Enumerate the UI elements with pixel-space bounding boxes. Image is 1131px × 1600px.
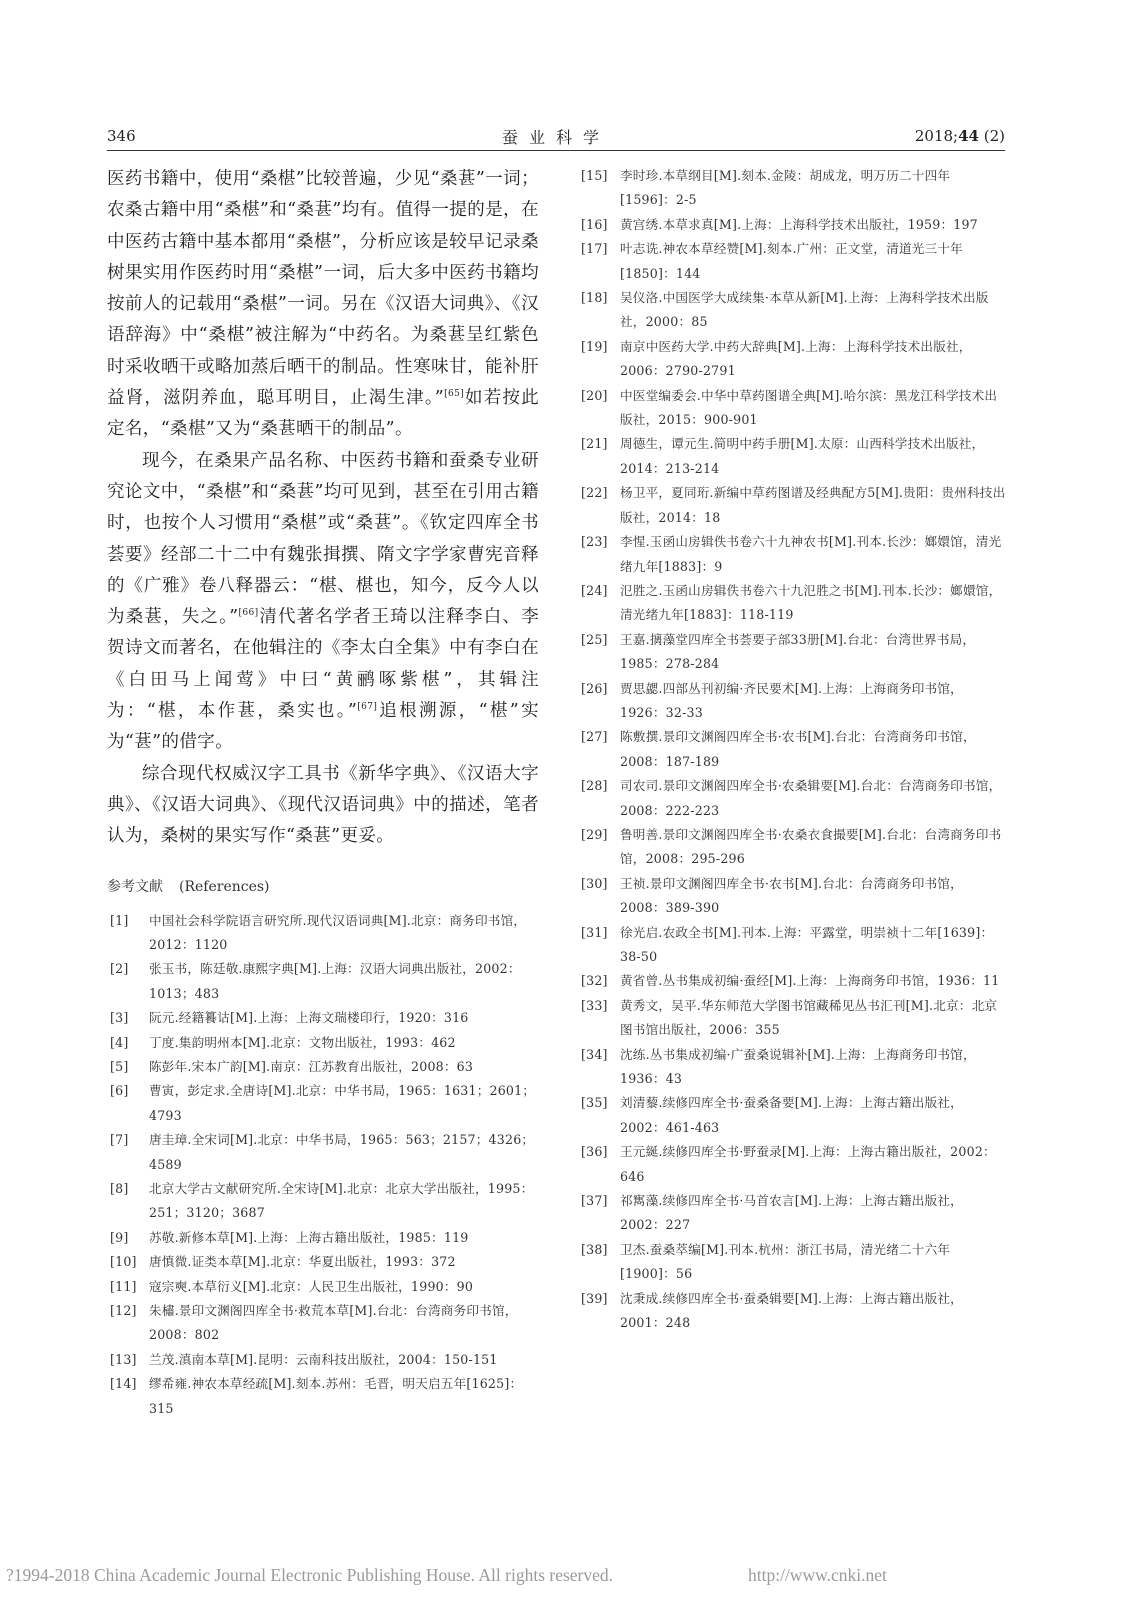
- reference-item: [578, 1091, 1006, 1140]
- reference-number: [11]: [110, 1278, 137, 1294]
- reference-number: [14]: [110, 1376, 137, 1392]
- reference-number: [19]: [581, 338, 608, 354]
- reference-text: 南京中医药大学.中药大辞典[M].上海：上海科学技术出版社，2006：2790-2791: [620, 338, 972, 379]
- paragraph-text: 如若按此定名，“桑椹”又为“桑葚晒干的制品”。: [107, 388, 540, 440]
- reference-text: 王元綖.续修四库全书·野蚕录[M].上海：上海古籍出版社，2002：646: [620, 1144, 996, 1184]
- citation: [66]: [238, 608, 259, 619]
- reference-item: [578, 164, 1006, 213]
- reference-text: 中医堂编委会.中华中草药图谱全典[M].哈尔滨：黑龙江科学技术出版社，2015：900-901: [620, 387, 998, 428]
- reference-number: [10]: [110, 1254, 137, 1270]
- reference-item: [578, 335, 1006, 384]
- reference-number: [38]: [581, 1241, 608, 1257]
- reference-text: 张玉书，陈廷敬.康熙字典[M].上海：汉语大词典出版社，2002：1013；483: [149, 961, 521, 1001]
- reference-item: [578, 1287, 1006, 1336]
- reference-text: 北京大学古文献研究所.全宋诗[M].北京：北京大学出版社，1995：251；3120；3687: [149, 1181, 534, 1221]
- reference-text: 氾胜之.玉函山房辑佚书卷六十九氾胜之书[M].刊本.长沙：嫏嬛馆，清光绪九年[1883]：118-119: [620, 582, 1002, 623]
- reference-number: [35]: [581, 1095, 608, 1111]
- cnki-link[interactable]: http://www.cnki.net: [748, 1565, 887, 1585]
- reference-item: [107, 1055, 539, 1079]
- reference-number: [9]: [110, 1229, 129, 1245]
- body-paragraph: [107, 164, 539, 446]
- reference-number: [20]: [581, 387, 608, 403]
- page-number: 346: [107, 127, 136, 145]
- journal-title: 蚕业科学: [501, 128, 610, 147]
- reference-text: 沈练.丛书集成初编·广蚕桑说辑补[M].上海：上海商务印书馆，1936：43: [620, 1046, 976, 1087]
- reference-item: [578, 1189, 1006, 1238]
- reference-number: [31]: [581, 924, 608, 940]
- reference-item: [107, 1299, 539, 1348]
- reference-item: [107, 1079, 539, 1128]
- issue-year: 2018;: [914, 127, 959, 145]
- reference-item: [578, 994, 1006, 1043]
- reference-number: [7]: [110, 1132, 129, 1148]
- citation: [65]: [444, 389, 465, 400]
- reference-text: 曹寅，彭定求.全唐诗[M].北京：中华书局，1965：1631；2601；4793: [149, 1083, 536, 1123]
- reference-text: 陈敷撰.景印文渊阁四库全书·农书[M].台北：台湾商务印书馆，2008：187-189: [620, 729, 976, 769]
- reference-item: [107, 909, 539, 958]
- reference-item: [578, 628, 1006, 677]
- reference-text: 杨卫平，夏同珩.新编中草药图谱及经典配方5[M].贵阳：贵州科技出版社，2014：18: [620, 485, 1006, 525]
- reference-number: [34]: [581, 1046, 608, 1062]
- reference-number: [28]: [581, 778, 608, 794]
- reference-text: 苏敬.新修本草[M].上海：上海古籍出版社，1985：119: [149, 1229, 469, 1245]
- reference-number: [4]: [110, 1034, 129, 1050]
- reference-text: 卫杰.蚕桑萃编[M].刊本.杭州：浙江书局，清光绪二十六年[1900]：56: [620, 1241, 951, 1282]
- body-paragraph: [107, 446, 539, 759]
- reference-number: [1]: [110, 912, 129, 928]
- reference-item: [107, 1348, 539, 1372]
- reference-number: [15]: [581, 168, 608, 183]
- copyright-footer: [0, 1565, 1131, 1587]
- right-column: [578, 164, 1006, 1336]
- reference-text: 王祯.景印文渊阁四库全书·农书[M].台北：台湾商务印书馆，2008：389-390: [620, 875, 963, 916]
- reference-number: [26]: [581, 680, 608, 696]
- reference-text: 周德生，谭元生.简明中药手册[M].太原：山西科学技术出版社，2014：213-214: [620, 436, 985, 476]
- copyright-text: ?1994-2018 China Academic Journal Electronic Publishing House. All rights reserved.: [6, 1565, 614, 1585]
- reference-text: 吴仪洛.中国医学大成续集·本草从新[M].上海：上海科学技术出版社，2000：85: [620, 290, 989, 330]
- paragraph-text: 综合现代权威汉字工具书《新华字典》、《汉语大字典》、《汉语大词典》、《现代汉语词典》中的描述，笔者认为，桑树的果实写作“桑葚”更妥。: [107, 763, 539, 847]
- reference-item: [578, 530, 1006, 579]
- issue-volume: 44: [958, 127, 979, 145]
- reference-number: [32]: [581, 973, 608, 989]
- reference-number: [17]: [581, 241, 608, 257]
- reference-number: [24]: [581, 582, 608, 598]
- reference-text: 朱橚.景印文渊阁四库全书·救荒本草[M].台北：台湾商务印书馆，2008：802: [149, 1303, 518, 1343]
- reference-text: 丁度.集韵明州本[M].北京：文物出版社，1993：462: [149, 1034, 456, 1050]
- reference-text: 徐光启.农政全书[M].刊本.上海：平露堂，明崇祯十二年[1639]：38-50: [620, 924, 994, 964]
- references-title-en: (References): [179, 878, 270, 895]
- reference-item: [578, 579, 1006, 628]
- reference-number: [18]: [581, 290, 608, 306]
- reference-text: 刘清藜.续修四库全书·蚕桑备要[M].上海：上海古籍出版社，2002：461-463: [620, 1095, 963, 1135]
- references-title: 参考文献: [107, 878, 163, 895]
- paragraph-text: 现今，在桑果产品名称、中医药书籍和蚕桑专业研究论文中，“桑椹”和“桑葚”均可见到，甚至在引用古籍时，也按个人习惯用“桑椹”或“桑葚”。《钦定四库全书荟要》经部二十二中有魏张揖撰、隋文字学家曹宪音释的《广雅》卷八释器云：“椹、椹也，知今，反今人以为桑葚，失之。”: [107, 450, 539, 628]
- reference-number: [36]: [581, 1144, 608, 1160]
- reference-text: 李时珍.本草纲目[M].刻本.金陵：胡成龙，明万历二十四年[1596]：2-5: [620, 168, 951, 208]
- references-heading: [107, 877, 539, 897]
- reference-text: 贾思勰.四部丛刊初编·齐民要术[M].上海：上海商务印书馆，1926：32-33: [620, 680, 963, 720]
- reference-text: 沈秉成.续修四库全书·蚕桑辑要[M].上海：上海古籍出版社，2001：248: [620, 1290, 963, 1331]
- reference-item: [578, 969, 1006, 993]
- reference-item: [578, 774, 1006, 823]
- reference-text: 鲁明善.景印文渊阁四库全书·农桑衣食撮要[M].台北：台湾商务印书馆，2008：295-296: [620, 826, 1002, 867]
- reference-text: 兰茂.滇南本草[M].昆明：云南科技出版社，2004：150-151: [149, 1351, 498, 1367]
- reference-number: [2]: [110, 961, 129, 977]
- reference-item: [578, 213, 1006, 237]
- reference-number: [6]: [110, 1083, 129, 1099]
- reference-text: 唐慎微.证类本草[M].北京：华夏出版社，1993：372: [149, 1254, 456, 1270]
- left-column: [107, 164, 539, 1421]
- reference-number: [25]: [581, 631, 608, 647]
- reference-text: 黄秀文，吴平.华东师范大学图书馆藏稀见丛书汇刊[M].北京：北京图书馆出版社，2006：355: [620, 997, 998, 1038]
- reference-number: [23]: [581, 534, 608, 550]
- reference-text: 祁寯藻.续修四库全书·马首农言[M].上海：上海古籍出版社，2002：227: [620, 1193, 963, 1233]
- reference-item: [578, 1238, 1006, 1287]
- reference-item: [107, 1275, 539, 1299]
- reference-item: [578, 237, 1006, 286]
- reference-item: [578, 432, 1006, 481]
- reference-text: 缪希雍.神农本草经疏[M].刻本.苏州：毛晋，明天启五年[1625]：315: [149, 1376, 523, 1416]
- reference-item: [107, 1177, 539, 1226]
- reference-number: [39]: [581, 1290, 608, 1306]
- reference-item: [107, 1226, 539, 1250]
- reference-item: [578, 823, 1006, 872]
- reference-number: [3]: [110, 1010, 129, 1026]
- paragraph-text: 追根溯源，“椹”实为“葚”的借字。: [107, 701, 539, 753]
- issue-info: [915, 127, 1005, 145]
- reference-text: 叶志诜.神农本草经赞[M].刻本.广州：正文堂，清道光三十年[1850]：144: [620, 241, 963, 281]
- reference-item: [107, 1250, 539, 1274]
- reference-item: [578, 384, 1006, 433]
- reference-number: [5]: [110, 1058, 129, 1074]
- reference-list-right: [578, 164, 1006, 1336]
- reference-number: [21]: [581, 436, 608, 452]
- reference-item: [578, 872, 1006, 921]
- reference-item: [107, 957, 539, 1006]
- issue-number: (2): [983, 127, 1005, 145]
- reference-item: [107, 1372, 539, 1421]
- reference-text: 李惺.玉函山房辑佚书卷六十九神农书[M].刊本.长沙：嫏嬛馆，清光绪九年[1883]：9: [620, 534, 1002, 574]
- citation: [67]: [357, 702, 378, 713]
- reference-text: 陈彭年.宋本广韵[M].南京：江苏教育出版社，2008：63: [149, 1058, 474, 1074]
- reference-item: [578, 677, 1006, 726]
- paragraph-text: 医药书籍中，使用“桑椹”比较普遍，少见“桑葚”一词；农桑古籍中用“桑椹”和“桑葚”均有。值得一提的是，在中医药古籍中基本都用“桑椹”，分析应该是较早记录桑树果实用作医药时用“桑椹”一词，后大多中医药书籍均按前人的记载用“桑椹”一词。另在《汉语大词典》、《汉语辞海》中“桑椹”被注解为“中药名。为桑葚呈红紫色时采收晒干或略加蒸后晒干的制品。性寒味甘，能补肝益肾，滋阴养血，聪耳明目，止渴生津。”: [107, 169, 539, 409]
- reference-number: [33]: [581, 997, 608, 1013]
- reference-text: 黄宫绣.本草求真[M].上海：上海科学技术出版社，1959：197: [620, 216, 978, 232]
- reference-item: [578, 286, 1006, 335]
- reference-number: [27]: [581, 729, 608, 745]
- reference-item: [578, 481, 1006, 530]
- reference-number: [37]: [581, 1193, 608, 1209]
- body-paragraph: [107, 759, 539, 853]
- reference-item: [107, 1128, 539, 1177]
- reference-item: [578, 1140, 1006, 1189]
- reference-text: 黄省曾.丛书集成初编·蚕经[M].上海：上海商务印书馆，1936：11: [620, 973, 1000, 989]
- reference-item: [578, 921, 1006, 970]
- reference-text: 王嘉.摛藻堂四库全书荟要子部33册[M].台北：台湾世界书局，1985：278-284: [620, 631, 976, 672]
- reference-number: [16]: [581, 216, 608, 232]
- reference-item: [107, 1031, 539, 1055]
- reference-number: [30]: [581, 875, 608, 891]
- paragraph-text: 清代著名学者王琦以注释李白、李贺诗文而著名，在他辑注的《李太白全集》中有李白在《白田马上闻莺》中曰“黄鹂啄紫椹”，其辑注为：“椹，本作葚，桑实也。”: [107, 607, 540, 722]
- reference-text: 唐圭璋.全宋词[M].北京：中华书局，1965：563；2157；4326；4589: [149, 1132, 535, 1172]
- reference-number: [22]: [581, 485, 608, 501]
- reference-text: 中国社会科学院语言研究所.现代汉语词典[M].北京：商务印书馆，2012：1120: [149, 912, 527, 952]
- page-header: [107, 124, 1005, 151]
- reference-text: 寇宗奭.本草衍义[M].北京：人民卫生出版社，1990：90: [149, 1278, 474, 1294]
- reference-list-left: [107, 909, 539, 1422]
- reference-number: [8]: [110, 1181, 129, 1196]
- reference-number: [29]: [581, 826, 608, 842]
- reference-item: [578, 725, 1006, 774]
- reference-number: [12]: [110, 1303, 137, 1319]
- reference-item: [107, 1006, 539, 1030]
- reference-text: 司农司.景印文渊阁四库全书·农桑辑要[M].台北：台湾商务印书馆，2008：222-223: [620, 778, 1002, 818]
- reference-text: 阮元.经籍籑诂[M].上海：上海文瑞楼印行，1920：316: [149, 1010, 469, 1026]
- reference-number: [13]: [110, 1351, 137, 1367]
- reference-item: [578, 1043, 1006, 1092]
